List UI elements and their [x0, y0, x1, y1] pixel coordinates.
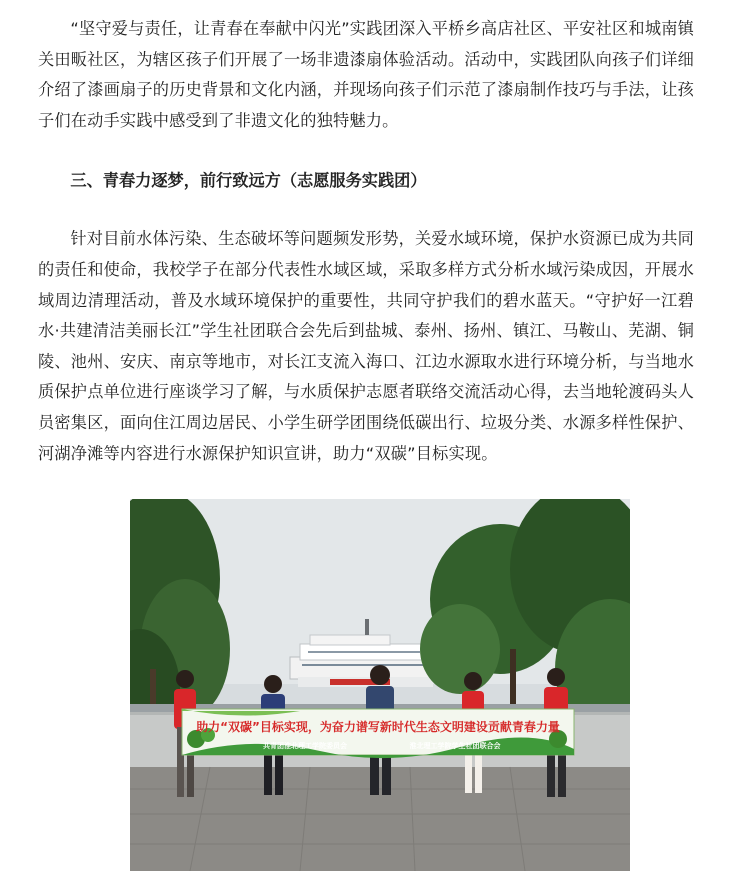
banner-main-text: 助力“双碳”目标实现，为奋力谱写新时代生态文明建设贡献青春力量	[196, 720, 560, 734]
paragraph-water-protection: 针对目前水体污染、生态破坏等问题频发形势，关爱水域环境，保护水资源已成为共同的责任和使命，我校学子在部分代表性水域区域，采取多样方式分析水域污染成因，开展水域周边清理活动，普及水域环境保护的重要性，共同守护我们的碧水蓝天。“守护好一江碧水·共建清洁美丽长江”学生社团联合会先后到盐城、泰州、扬州、镇江、马鞍山、芜湖、铜陵、池州、安庆、南京等地市，对长江支流入海口、江边水源取水进行环境分析，与当地水质保护点单位进行座谈学习了解，与水质保护志愿者联络交流活动心得，去当地轮渡码头人员密集区，面向住江周边居民、小学生研学团围绕低碳出行、垃圾分类、水源多样性保护、河湖净滩等内容进行水源保护知识宣讲，助力“双碳”目标实现。	[38, 229, 694, 463]
section-heading: 三、青春力逐梦，前行致远方（志愿服务实践团）	[70, 171, 427, 191]
article-body	[38, 14, 694, 469]
paragraph-lacquer-fan: “坚守爱与责任，让青春在奉献中闪光”实践团深入平桥乡高店社区、平安社区和城南镇关田畈社区，为辖区孩子们开展了一场非遗漆扇体验活动。活动中，实践团队向孩子们详细介绍了漆画扇子的历史背景和文化内涵，并现场向孩子们示范了漆扇制作技巧与手法，让孩子们在动手实践中感受到了非遗文化的独特魅力。	[38, 19, 694, 130]
banner	[182, 709, 574, 758]
group-photo	[130, 499, 630, 871]
banner-sub-left: 共青团淮北理工学院委员会	[263, 742, 347, 750]
banner-sub-right: 淮北理工学院学生社团联合会	[409, 742, 501, 750]
